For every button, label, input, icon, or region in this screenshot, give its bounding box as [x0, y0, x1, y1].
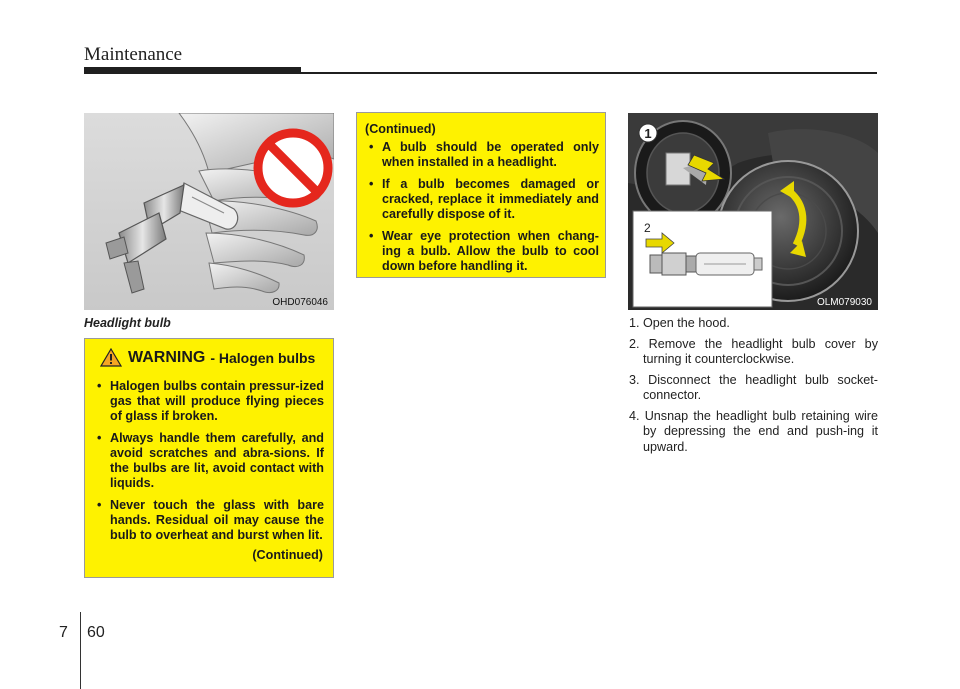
warning-subtitle: - Halogen bulbs [210, 349, 316, 366]
warning-header [100, 348, 315, 367]
continued-item: • A bulb should be operated only when installed in a headlight. [365, 140, 599, 170]
section-title: Maintenance [84, 44, 183, 65]
chapter-number: 7 [59, 624, 68, 641]
step-item: 2. Remove the headlight bulb cover by turning it counterclockwise. [629, 336, 878, 366]
continued-heading: (Continued) [365, 122, 436, 136]
warning-box [84, 338, 334, 578]
warning-item: • Halogen bulbs contain pressur-ized gas that will produce flying pieces of glass if broken. [93, 379, 324, 424]
figure-code: OLM079030 [816, 297, 872, 308]
continued-item: • Wear eye protection when chang-ing a bulb. Allow the bulb to cool down before handling it. [365, 229, 599, 274]
figure-code: OHD076046 [272, 297, 328, 308]
procedure-steps [629, 316, 878, 460]
continued-item: • If a bulb becomes damaged or cracked, replace it immediately and carefully dispose of it. [365, 177, 599, 222]
figure-caption: Headlight bulb [84, 316, 171, 330]
footer-divider [80, 612, 81, 689]
step-item: 3. Disconnect the headlight bulb socket-connector. [629, 372, 878, 402]
figure-hand-bulb [84, 113, 334, 310]
step-item: 1. Open the hood. [629, 316, 730, 330]
callout-1: 1 [644, 126, 652, 141]
header-rule [301, 72, 877, 74]
warning-triangle-icon [100, 348, 122, 367]
figure-headlight [628, 113, 878, 310]
header-bar [84, 67, 301, 74]
continued-list [365, 140, 599, 274]
prohibition-icon [258, 133, 328, 203]
warning-continued: (Continued) [252, 548, 323, 562]
page-number: 60 [87, 624, 105, 641]
headlight-illustration [628, 113, 878, 310]
callout-2: 2 [644, 221, 651, 235]
continued-box [356, 112, 606, 278]
step-item: 4. Unsnap the headlight bulb retaining wire by depressing the end and push-ing it upward. [629, 408, 878, 454]
warning-item: • Never touch the glass with bare hands. Residual oil may cause the bulb to overheat and burst when lit. [93, 498, 324, 543]
warning-list [93, 379, 324, 543]
warning-item: • Always handle them carefully, and avoid scratches and abra-sions. If the bulbs are lit, avoid contact with liquids. [93, 431, 324, 491]
warning-title: WARNING [128, 348, 206, 366]
hand-bulb-illustration [84, 113, 334, 310]
